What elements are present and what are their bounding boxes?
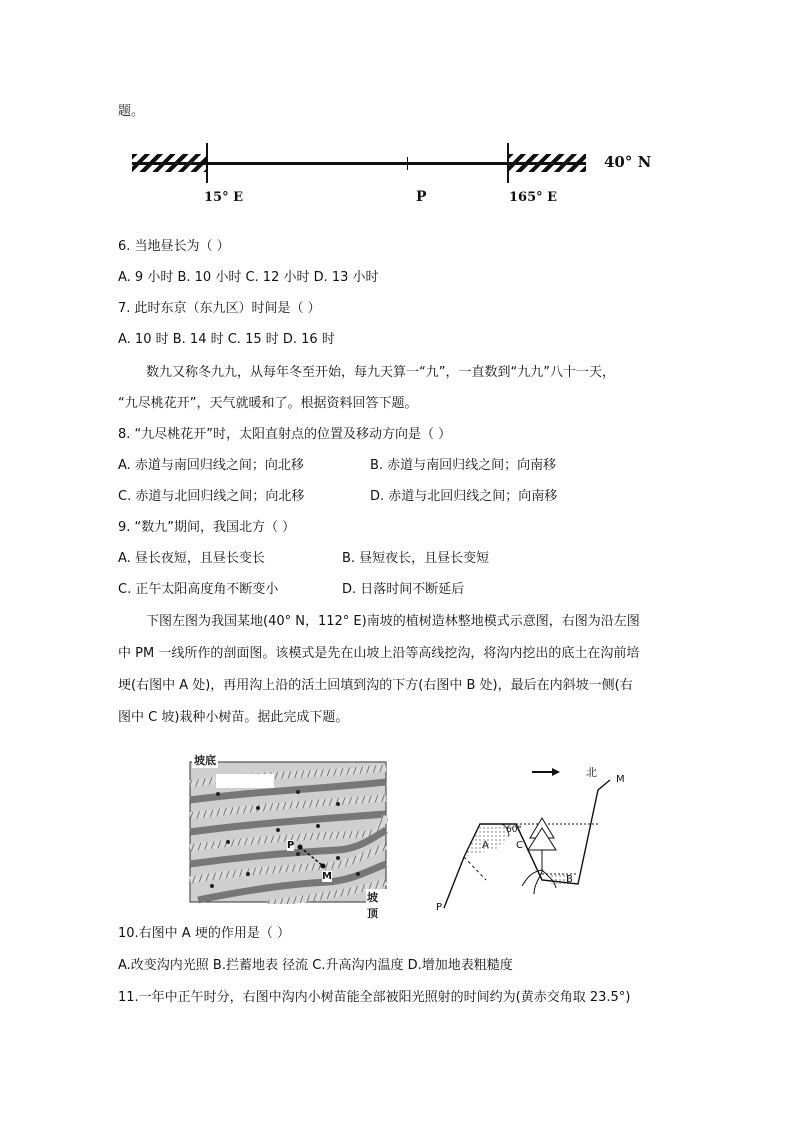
q11-stem: 11.一年中正午时分，右图中沟内小树苗能全部被阳光照射的时间约为(黄赤交角取 23.5°) <box>118 990 631 1005</box>
passage2-line1: 下图左图为我国某地(40° N，112° E)南坡的植树造林整地模式示意图，右图为沿左图 <box>146 614 640 629</box>
label-40n: 40° N <box>604 153 652 171</box>
point-p-label: P <box>287 840 295 851</box>
intro-tail: 题。 <box>118 104 145 119</box>
ridge-a-label: A <box>482 840 489 851</box>
point-m-label-right: M <box>616 774 625 785</box>
q9-option-a: A. 昼长夜短，且昼长变长 <box>118 551 265 566</box>
point-m-label: M <box>322 871 332 882</box>
label-165e: 165° E <box>509 190 558 205</box>
q7-options: A. 10 时 B. 14 时 C. 15 时 D. 16 时 <box>118 332 335 347</box>
tick-p <box>407 157 408 170</box>
q10-options: A.改变沟内光照 B.拦蓄地表 径流 C.升高沟内温度 D.增加地表粗糙度 <box>118 958 513 973</box>
slope-top-label: 坡顶 <box>366 889 388 921</box>
cross-section-drawing <box>430 762 660 917</box>
point-p-label-right: P <box>436 902 443 913</box>
q6-stem: 6. 当地昼长为（ ） <box>118 239 230 254</box>
angle-label: 60° <box>506 825 522 835</box>
q9-option-c: C. 正午太阳高度角不断变小 <box>118 582 279 597</box>
terrace-drawing <box>188 754 388 904</box>
label-p: P <box>416 189 427 205</box>
cross-section-diagram <box>430 762 660 917</box>
q9-option-b: B. 昼短夜长，且昼长变短 <box>342 551 490 566</box>
passage2-line2: 中 PM 一线所作的剖面图。该模式是先在山坡上沿等高线挖沟，将沟内挖出的底土在沟前培 <box>118 646 640 661</box>
fill-b-label: B <box>566 874 573 885</box>
q9-option-d: D. 日落时间不断延后 <box>342 582 465 597</box>
slope-bottom-label: 坡底 <box>194 754 216 767</box>
terrace-sketch <box>188 754 388 920</box>
label-15e: 15° E <box>204 190 244 205</box>
q10-stem: 10.右图中 A 埂的作用是（ ） <box>118 926 290 941</box>
latitude-line <box>132 162 586 165</box>
q7-stem: 7. 此时东京（东九区）时间是（ ） <box>118 301 321 316</box>
q8-stem: 8. “九尽桃花开”时，太阳直射点的位置及移动方向是（ ） <box>118 427 452 442</box>
tick-165e <box>507 143 509 183</box>
north-label: 北 <box>586 766 597 779</box>
q8-option-d: D. 赤道与北回归线之间；向南移 <box>370 489 558 504</box>
q6-options: A. 9 小时 B. 10 小时 C. 12 小时 D. 13 小时 <box>118 270 379 285</box>
tick-15e <box>206 143 208 183</box>
q8-option-b: B. 赤道与南回归线之间；向南移 <box>370 458 557 473</box>
passage1-line1: 数九又称冬九九，从每年冬至开始，每九天算一“九”，一直数到“九九”八十一天， <box>146 365 615 380</box>
q8-option-c: C. 赤道与北回归线之间；向北移 <box>118 489 305 504</box>
passage2-line3: 埂(右图中 A 处)，再用沟上沿的活土回填到沟的下方(右图中 B 处)，最后在内斜坡一侧(右 <box>118 678 633 693</box>
slope-c-label: C <box>516 840 523 851</box>
q8-option-a: A. 赤道与南回归线之间；向北移 <box>118 458 304 473</box>
passage1-line2: “九尽桃花开”，天气就暖和了。根据资料回答下题。 <box>118 396 418 411</box>
q9-stem: 9. “数九”期间，我国北方（ ） <box>118 520 296 535</box>
passage2-line4: 图中 C 坡)栽种小树苗。据此完成下题。 <box>118 710 349 725</box>
